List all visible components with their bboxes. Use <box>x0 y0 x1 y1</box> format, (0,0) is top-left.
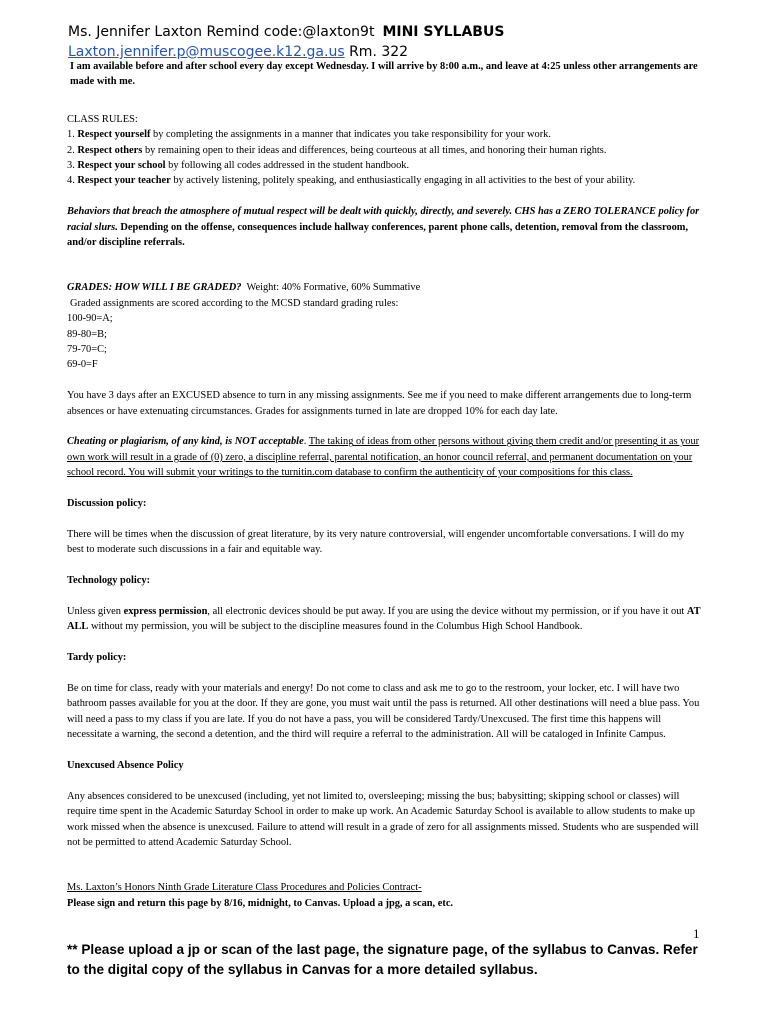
tardy-text: Be on time for class, ready with your materials and energy! Do not come to class and ask me to go to the restroom, your locker, etc. I will have two bathroom passes available for you at the door. If they are gone, you must wait until the pass is returned. All other destinations will need a blue pass. You will need a pass to my class if you are late. If you do not have a pass, you will be considered Tardy/Unexcused. The first time this happens will necessitate a warning, the second a detention, and the third will require a referral to the administration. All will be cataloged in Infinite Campus. <box>67 682 700 741</box>
grades-heading-line <box>67 280 702 295</box>
grade-weight: Weight: 40% Formative, 60% Summative <box>246 282 421 294</box>
rule-item: 4. Respect your teacher by actively listening, politely speaking, and enthusiastically engaging in all activities to the best of your ability. <box>67 175 636 187</box>
syllabus-title: MINI SYLLABUS <box>382 24 505 40</box>
contract-title: Ms. Laxton’s Honors Ninth Grade Literature Class Procedures and Policies Contract- <box>67 882 422 894</box>
discussion-heading: Discussion policy: <box>67 498 147 510</box>
grade-scale-item: 69-0=F <box>67 359 98 371</box>
rule-item: 3. Respect your school by following all codes addressed in the student handbook. <box>67 160 410 172</box>
unexcused-heading: Unexcused Absence Policy <box>67 759 184 771</box>
grade-scale <box>67 311 702 373</box>
grades-heading: GRADES: HOW WILL I BE GRADED? <box>67 282 242 294</box>
contract-instruction: Please sign and return this page by 8/16, midnight, to Canvas. Upload a jpg, a scan, etc. <box>67 897 454 909</box>
grade-scale-item: 89-80=B; <box>67 328 107 340</box>
syllabus-body <box>67 59 702 911</box>
grade-scale-item: 100-90=A; <box>67 313 113 325</box>
room-number: Rm. 322 <box>349 44 409 60</box>
availability-note: I am available before and after school every day except Wednesday. I will arrive by 8:00 a.m., and leave at 4:25 unless other arrangements are made with me. <box>70 61 698 88</box>
document-header <box>68 22 504 62</box>
technology-heading: Technology policy: <box>67 575 151 587</box>
class-rules-heading: CLASS RULES: <box>67 113 138 125</box>
class-rules-list <box>67 127 702 189</box>
tardy-heading: Tardy policy: <box>67 652 127 664</box>
rule-item: 2. Respect others by remaining open to their ideas and differences, being courteous at all times, and honoring their human rights. <box>67 144 607 156</box>
grade-scale-item: 79-70=C; <box>67 344 107 356</box>
cheating-paragraph: Cheating or plagiarism, of any kind, is NOT acceptable. The taking of ideas from other persons without giving them credit and/or presenting it as your own work will result in a grade of (0) zero, a discipline referral, parental notification, an honor council referral, and permanent documentation on your school record. You will submit your writings to the turnitin.com database to confirm the authenticity of your compositions for this class. <box>67 436 700 479</box>
grades-intro: Graded assignments are scored according to the MCSD standard grading rules: <box>70 297 399 309</box>
header-line-1 <box>68 22 504 42</box>
page-number: 1 <box>693 926 700 941</box>
footer-note: ** Please upload a jp or scan of the last page, the signature page, of the syllabus to Canvas. Refer to the digital copy of the syllabus in Canvas for a more detailed syllabus. <box>67 942 698 977</box>
rule-item: 1. Respect yourself by completing the assignments in a manner that indicates you take responsibility for your work. <box>67 129 551 141</box>
absence-paragraph: You have 3 days after an EXCUSED absence to turn in any missing assignments. See me if you need to make different arrangements due to long-term absences or have extenuating circumstances. Grades for assignments turned in late are dropped 10% for each day late. <box>67 390 692 417</box>
unexcused-text: Any absences considered to be unexcused (including, yet not limited to, oversleeping; missing the bus; babysitting; skipping school or classes) will require time spent in the Academic Saturday School in order to make up work. An Academic Saturday School is available to allow students to make up work missed when the absence is unexcused. Failure to attend will result in a grade of zero for all assignments missed. Students who are suspended will not be permitted to attend Academic Saturday School. <box>67 790 699 848</box>
teacher-remind-line: Ms. Jennifer Laxton Remind code:@laxton9t <box>68 24 375 40</box>
discussion-text: There will be times when the discussion of great literature, by its very nature controversial, will engender uncomfortable conversations. I will do my best to moderate such discussions in a fair and equitable way. <box>67 528 685 556</box>
email-link[interactable]: Laxton.jennifer.p@muscogee.k12.ga.us <box>68 44 345 60</box>
behaviors-paragraph: Behaviors that breach the atmosphere of mutual respect will be dealt with quickly, directly, and severely. CHS has a ZERO TOLERANCE policy for racial slurs. Depending on the offense, consequences include hallway conferences, parent phone calls, detention, removal from the classroom, and/or discipline referrals. <box>67 206 700 249</box>
technology-text: Unless given express permission, all electronic devices should be put away. If you are using the device without my permission, or if you have it out AT ALL without my permission, you will be subject to the discipline measures found in the Columbus High School Handbook. <box>67 605 701 633</box>
